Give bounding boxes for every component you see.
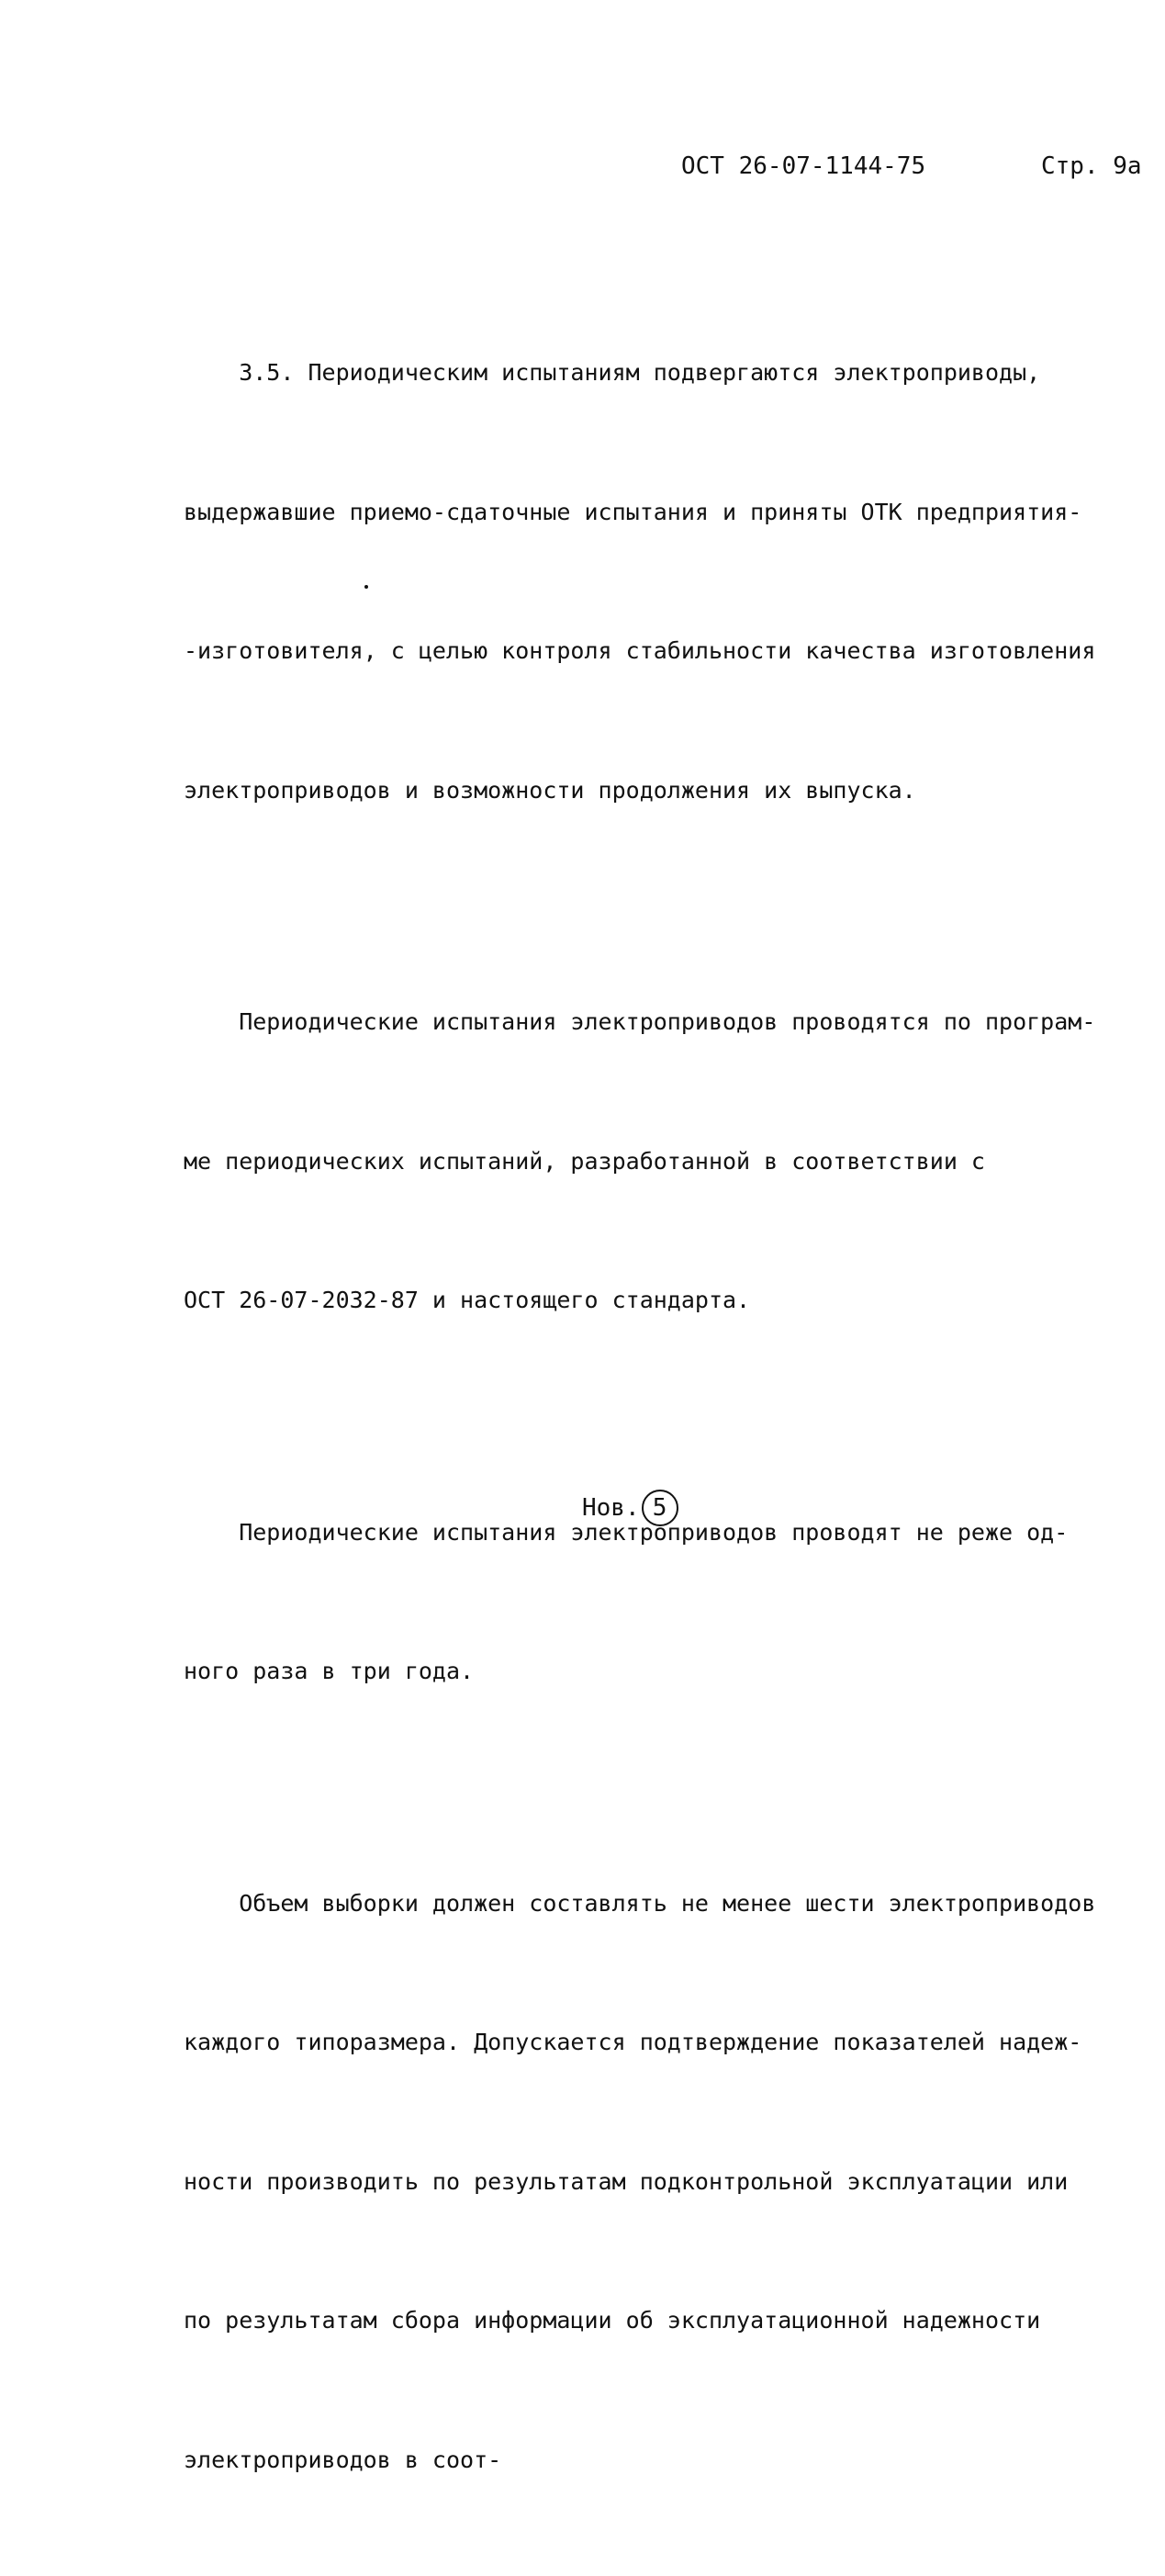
edition-number: 5 (653, 1494, 667, 1522)
page-footer (582, 1484, 678, 1532)
text-line: электроприводов и возможности продолжения их выпуска. (184, 768, 1138, 815)
text-line: Объем выборки должен составлять не менее шести электроприводов (184, 1881, 1138, 1928)
document-body (184, 257, 1138, 2576)
text-line: Периодические испытания электроприводов проводятся по програм- (184, 999, 1138, 1046)
text-line: 3.5. Периодическим испытаниям подвергаются электроприводы, (184, 350, 1138, 397)
text-line: Периодические испытания электроприводов проводят не реже од- (184, 1510, 1138, 1557)
text-line: выдержавшие приемо-сдаточные испытания и приняты ОТК предприятия- (184, 489, 1138, 536)
document-code: ОСТ 26-07-1144-75 (681, 152, 925, 180)
text-line: ме периодических испытаний, разработанной в соответствии с (184, 1139, 1138, 1186)
text-line: ности производить по результатам подконтрольной эксплуатации или (184, 2159, 1138, 2206)
text-line: ного раза в три года. (184, 1648, 1138, 1695)
stray-mark (364, 585, 368, 589)
paragraph-3-5 (184, 257, 1138, 906)
text-line: по результатам сбора информации об эксплуатационной надежности (184, 2298, 1138, 2345)
edition-number-circle (642, 1490, 678, 1526)
text-line: электроприводов в соот- (184, 2437, 1138, 2484)
page-header (0, 152, 1165, 189)
paragraph-sample-size (184, 1788, 1138, 2576)
paragraph-program (184, 906, 1138, 1417)
paragraph-frequency (184, 1417, 1138, 1788)
page-number: Стр. 9а (1041, 152, 1142, 180)
text-line: -изготовителя, с целью контроля стабильности качества изготовления (184, 628, 1138, 675)
text-line: ОСТ 26-07-2032-87 и настоящего стандарта. (184, 1277, 1138, 1324)
revision-label: Нов. (582, 1494, 640, 1522)
text-line: каждого типоразмера. Допускается подтверждение показателей надеж- (184, 2019, 1138, 2066)
